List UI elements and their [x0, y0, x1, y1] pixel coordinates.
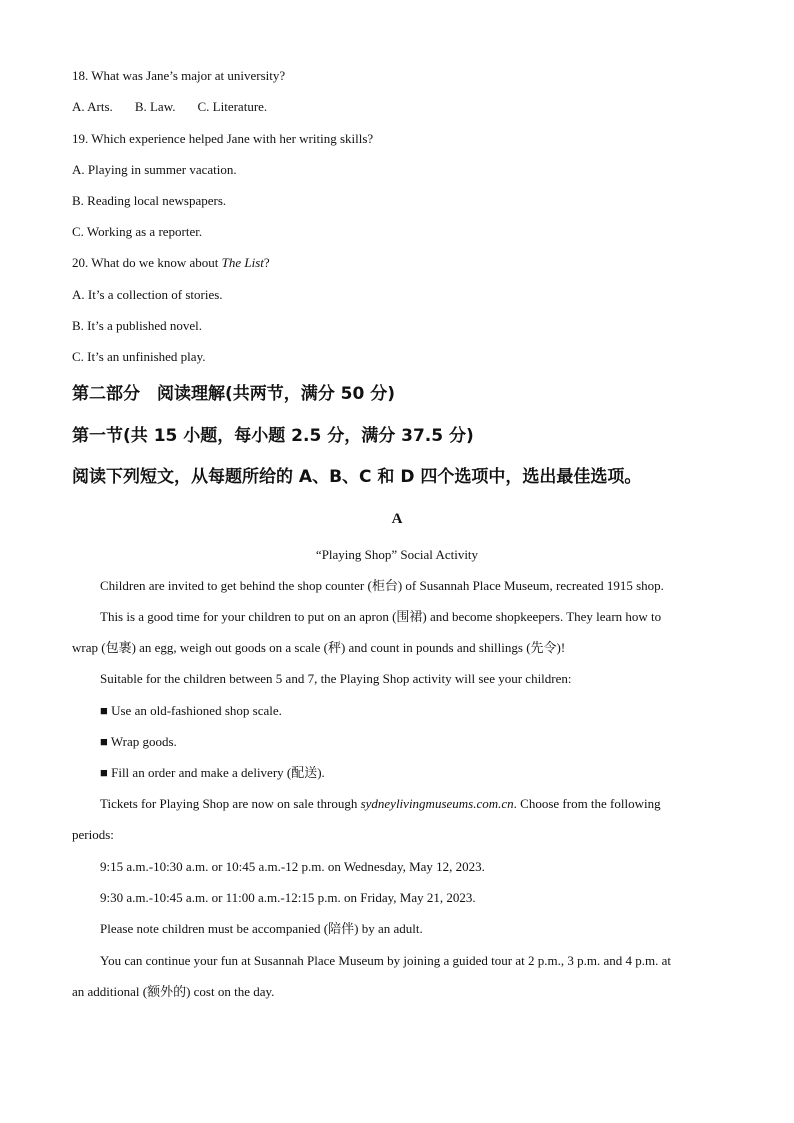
question-18-option-c: C. Literature. [197, 99, 268, 114]
tour-line-2: an additional (额外的) cost on the day. [72, 984, 275, 999]
question-20-option-b: B. It’s a published novel. [72, 318, 202, 333]
tickets-line-2: periods: [72, 827, 114, 842]
tickets-suffix: . Choose from the following [513, 796, 661, 811]
question-18-options [72, 98, 267, 116]
question-18-option-a: A. Arts. [72, 99, 113, 114]
accompany-note: Please note children must be accompanied (陪伴) by an adult. [100, 921, 423, 936]
section-sub-title: 第一节(共 15 小题，每小题 2.5 分，满分 37.5 分) [72, 426, 474, 446]
question-18-stem: 18. What was Jane’s major at university? [72, 68, 286, 83]
section-instruction: 阅读下列短文，从每题所给的 A、B、C 和 D 四个选项中，选出最佳选项。 [72, 467, 642, 487]
passage-title: “Playing Shop” Social Activity [315, 547, 479, 562]
question-20-stem-prefix: 20. What do we know about [72, 255, 222, 270]
passage-paragraph-1: Children are invited to get behind the shop counter (柜台) of Susannah Place Museum, recreated 1915 shop. [100, 578, 664, 593]
bullet-item: ■ Use an old-fashioned shop scale. [100, 703, 282, 718]
tickets-prefix: Tickets for Playing Shop are now on sale through [100, 796, 361, 811]
question-19-stem: 19. Which experience helped Jane with her writing skills? [72, 131, 374, 146]
question-19-option-b: B. Reading local newspapers. [72, 193, 227, 208]
period-2: 9:30 a.m.-10:45 a.m. or 11:00 a.m.-12:15 p.m. on Friday, May 21, 2023. [100, 890, 476, 905]
question-20-stem [72, 254, 270, 272]
question-19-option-c: C. Working as a reporter. [72, 224, 203, 239]
period-1: 9:15 a.m.-10:30 a.m. or 10:45 a.m.-12 p.m. on Wednesday, May 12, 2023. [100, 859, 485, 874]
question-18-option-b: B. Law. [134, 99, 176, 114]
tour-line-1: You can continue your fun at Susannah Place Museum by joining a guided tour at 2 p.m., 3 p.m. and 4 p.m. at [100, 953, 671, 968]
bullet-item: ■ Fill an order and make a delivery (配送). [100, 765, 325, 780]
tickets-line-1 [100, 795, 661, 813]
section-part-title: 第二部分 阅读理解(共两节，满分 50 分) [72, 384, 396, 404]
passage-paragraph-2-line-1: This is a good time for your children to put on an apron (围裙) and become shopkeepers. They learn how to [100, 609, 662, 624]
question-20-stem-title: The List [221, 255, 264, 270]
question-20-stem-suffix: ? [263, 255, 270, 270]
passage-paragraph-3: Suitable for the children between 5 and 7, the Playing Shop activity will see your children: [100, 671, 572, 686]
tickets-website: sydneylivingmuseums.com.cn [360, 796, 514, 811]
question-19-option-a: A. Playing in summer vacation. [72, 162, 237, 177]
question-20-option-a: A. It’s a collection of stories. [72, 287, 223, 302]
bullet-item: ■ Wrap goods. [100, 734, 177, 749]
passage-letter: A [391, 511, 403, 527]
passage-paragraph-2-line-2: wrap (包裹) an egg, weigh out goods on a scale (秤) and count in pounds and shillings (先令)! [72, 640, 566, 655]
question-20-option-c: C. It’s an unfinished play. [72, 349, 206, 364]
